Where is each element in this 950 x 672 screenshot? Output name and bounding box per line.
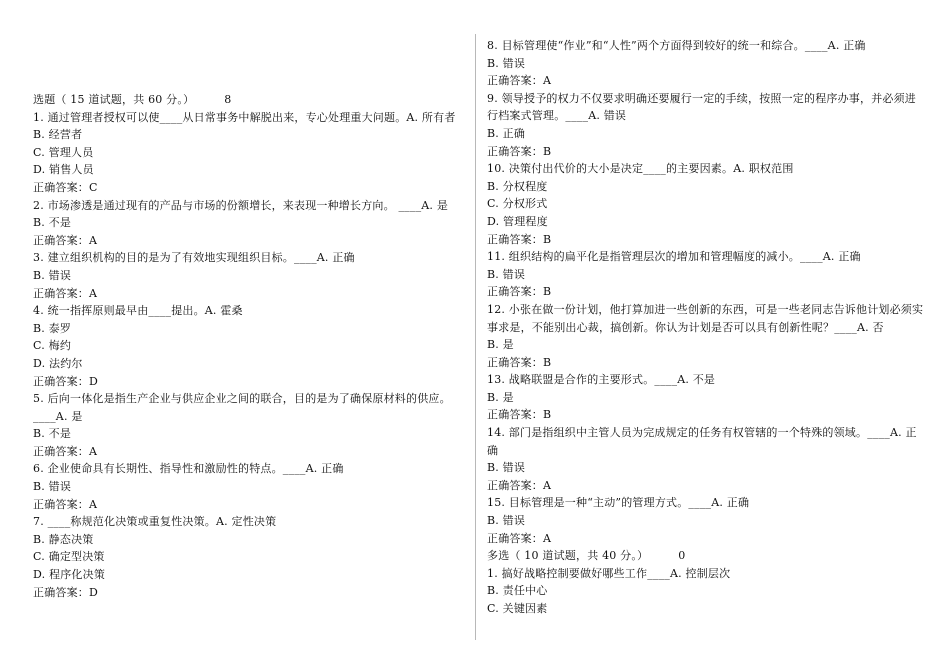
question-line: 7. ____称规范化决策或重复性决策。A. 定性决策 [33,515,277,529]
right-question-list [487,37,927,547]
question-line: D. 程序化决策 [33,568,106,582]
column-divider [475,34,476,640]
question-line: B. 错误 [487,56,526,70]
question-line: 3. 建立组织机构的目的是为了有效地实现组织目标。____A. 正确 [33,251,355,265]
section-title: 多选（ 10 道试题，共 40 分。） [487,549,649,563]
question-line: 11. 组织结构的扁平化是指管理层次的增加和管理幅度的减小。____A. 正确 [487,250,861,264]
section-score: 0 [678,549,686,563]
question-line: B. 错误 [487,461,526,475]
question-line: 正确答案：D [33,374,99,388]
question-line: B. 泰罗 [33,321,72,335]
question-line: 正确答案：B [487,144,552,158]
question-line: B. 分权程度 [487,179,548,193]
question-line: B. 不是 [33,427,72,441]
multi-choice-question-list [487,565,927,618]
multi-choice-section-header [487,547,927,565]
question-line: C. 确定型决策 [33,550,105,564]
question-line: B. 错误 [487,267,526,281]
question-line: 正确答案：A [33,444,98,458]
single-choice-section-header [33,91,471,109]
question-line: 正确答案：D [33,585,99,599]
question-line: 正确答案：A [33,497,98,511]
question-line: B. 错误 [33,480,72,494]
question-line: C. 关键因素 [487,602,548,615]
question-line: 1. 搞好战略控制要做好哪些工作____A. 控制层次 [487,566,731,580]
question-line: 正确答案：B [487,232,552,246]
question-line: C. 梅约 [33,339,72,353]
question-line: 13. 战略联盟是合作的主要形式。____A. 不是 [487,373,716,387]
question-line: 正确答案：B [487,285,552,299]
question-line: B. 正确 [487,126,526,140]
question-line: 正确答案：A [487,531,552,545]
question-line: 正确答案：A [487,478,552,492]
question-line: 10. 决策付出代价的大小是决定____的主要因素。A. 职权范围 [487,162,794,176]
question-line: 正确答案：B [487,355,552,369]
question-line: 5. 后向一体化是指生产企业与供应企业之间的联合，目的是为了确保原材料的供应。 [33,392,451,406]
question-line: B. 错误 [487,514,526,528]
question-line: B. 是 [487,338,514,352]
question-line: B. 错误 [33,268,72,282]
question-line: B. 责任中心 [487,584,548,598]
question-line: C. 管理人员 [33,145,94,159]
question-line: 正确答案：A [33,286,98,300]
question-line: 6. 企业使命具有长期性、指导性和激励性的特点。____A. 正确 [33,462,344,476]
section-title: 选题（ 15 道试题，共 60 分。） [33,93,195,106]
question-line: 正确答案：A [33,233,98,247]
question-line: B. 静态决策 [33,532,94,546]
question-line: 2. 市场渗透是通过现有的产品与市场的份额增长，来表现一种增长方向。 ____A. 是 [33,198,449,212]
question-line: D. 法约尔 [33,356,83,370]
question-line: 正确答案：C [33,180,98,194]
question-line: B. 不是 [33,216,72,230]
question-line: D. 销售人员 [33,163,94,177]
question-line: 正确答案：B [487,408,552,422]
question-line: 14. 部门是指组织中主管人员为完成规定的任务有权管辖的一个特殊的领域。____A. 正确 [487,426,917,457]
left-question-list [33,109,471,602]
section-score: 8 [224,93,232,106]
question-line: 15. 目标管理是一种“主动”的管理方式。____A. 正确 [487,496,750,510]
left-column [33,0,471,601]
question-line: 1. 通过管理者授权可以使____从日常事务中解脱出来，专心处理重大问题。A. 所有者 [33,110,456,124]
question-line: B. 经营者 [33,128,83,142]
question-line: 9. 领导授予的权力不仅要求明确还要履行一定的手续，按照一定的程序办事，并必须进行档案式管理。____A. 错误 [487,91,916,123]
question-line: C. 分权形式 [487,197,548,211]
right-column [487,0,927,618]
question-line: 4. 统一指挥原则最早由____提出。A. 霍桑 [33,304,243,318]
question-line: D. 管理程度 [487,214,548,228]
question-line: B. 是 [487,390,514,404]
question-line: 8. 目标管理使“作业”和“人性”两个方面得到较好的统一和综合。____A. 正确 [487,39,866,52]
question-line: 12. 小张在做一份计划，他打算加进一些创新的东西，可是一些老同志告诉他计划必须实事求是，不能别出心裁，搞创新。你认为计划是否可以具有创新性呢？____A. 否 [487,302,924,334]
question-line: ____A. 是 [33,409,83,423]
question-line: 正确答案：A [487,74,552,88]
